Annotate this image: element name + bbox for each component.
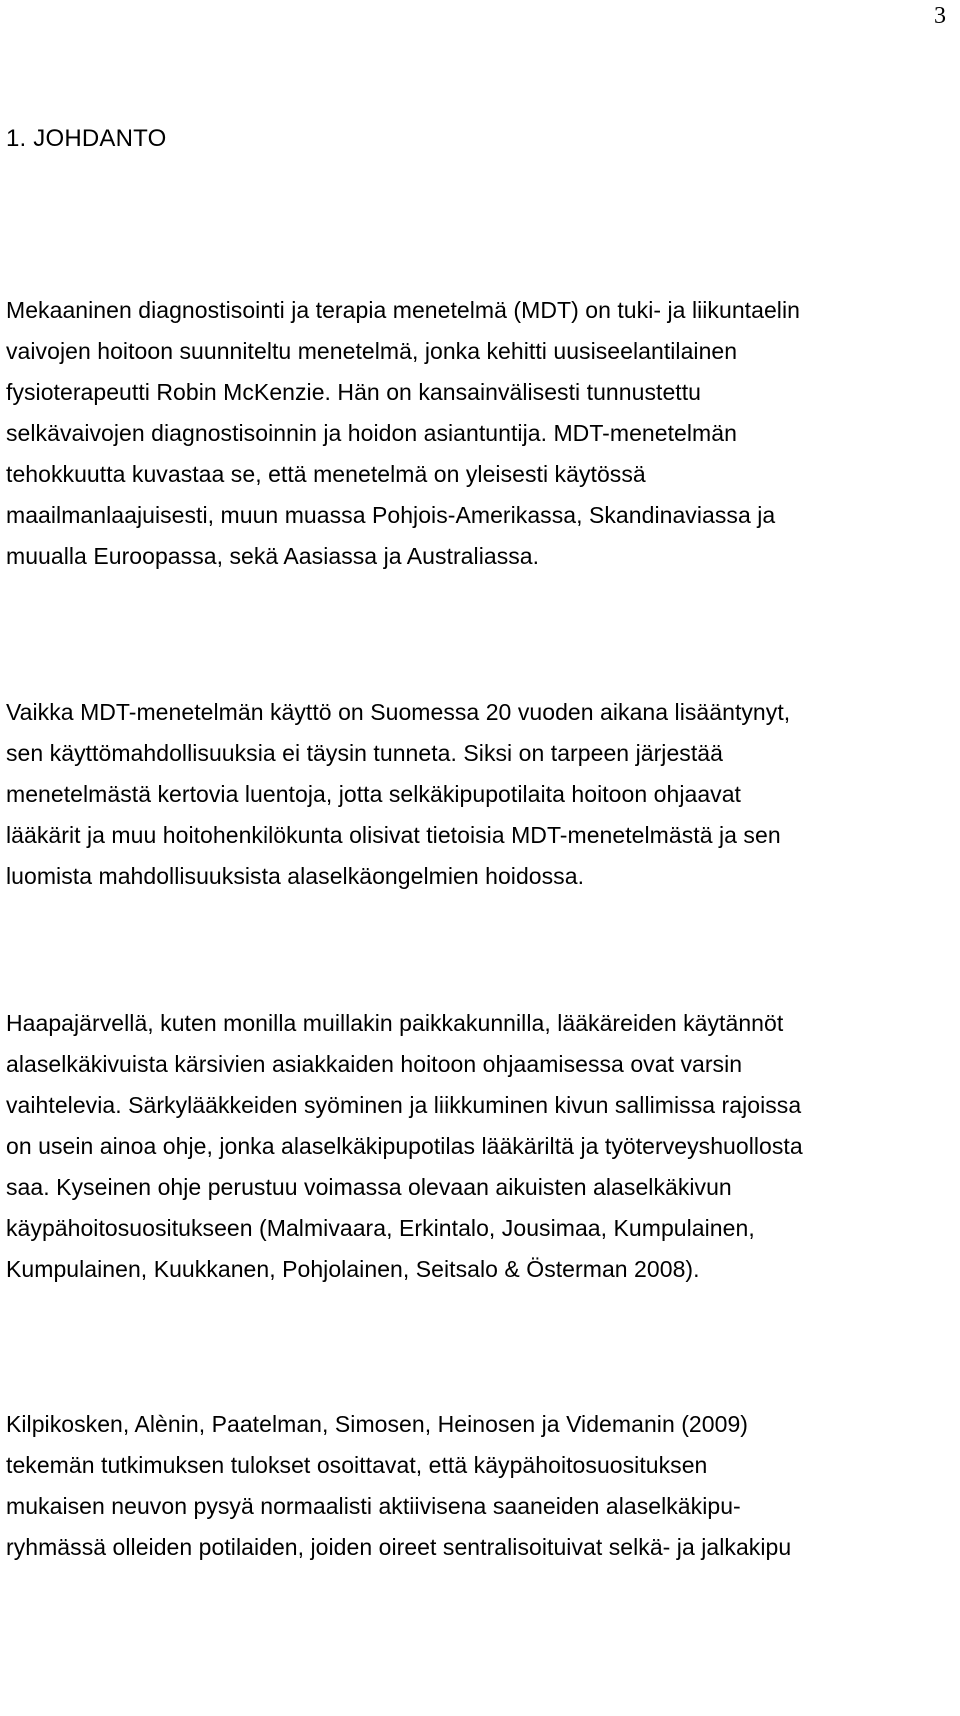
text-line: muualla Euroopassa, sekä Aasiassa ja Australiassa. [6, 543, 540, 569]
paragraph-mdt-intro [6, 290, 956, 577]
text-line: mukaisen neuvon pysyä normaalisti aktiivisena saaneiden alaselkäkipu- [6, 1493, 741, 1519]
text-line: selkävaivojen diagnostisoinnin ja hoidon asiantuntija. MDT-menetelmän [6, 420, 737, 446]
text-line: fysioterapeutti Robin McKenzie. Hän on kansainvälisesti tunnustettu [6, 379, 702, 405]
text-line: vaihtelevia. Särkylääkkeiden syöminen ja liikkuminen kivun sallimissa rajoissa [6, 1092, 802, 1118]
paragraph-research [6, 1404, 956, 1568]
text-line: sen käyttömahdollisuuksia ei täysin tunneta. Siksi on tarpeen järjestää [6, 740, 723, 766]
text-line: menetelmästä kertovia luentoja, jotta selkäkipupotilaita hoitoon ohjaavat [6, 781, 741, 807]
page-number: 3 [934, 3, 946, 29]
text-line: Kumpulainen, Kuukkanen, Pohjolainen, Seitsalo & Österman 2008). [6, 1256, 700, 1282]
section-heading: 1. JOHDANTO [6, 125, 167, 152]
text-line: lääkärit ja muu hoitohenkilökunta olisivat tietoisia MDT-menetelmästä ja sen [6, 822, 781, 848]
text-line: alaselkäkivuista kärsivien asiakkaiden hoitoon ohjaamisessa ovat varsin [6, 1051, 743, 1077]
paragraph-haapajarvi [6, 1003, 956, 1290]
text-line: luomista mahdollisuuksista alaselkäongelmien hoidossa. [6, 863, 585, 889]
text-line: vaivojen hoitoon suunniteltu menetelmä, jonka kehitti uusiseelantilainen [6, 338, 738, 364]
text-line: Kilpikosken, Alènin, Paatelman, Simosen, Heinosen ja Videmanin (2009) [6, 1411, 749, 1437]
text-line: Mekaaninen diagnostisointi ja terapia menetelmä (MDT) on tuki- ja liikuntaelin [6, 297, 800, 323]
text-line: Haapajärvellä, kuten monilla muillakin paikkakunnilla, lääkäreiden käytännöt [6, 1010, 784, 1036]
text-line: on usein ainoa ohje, jonka alaselkäkipupotilas lääkäriltä ja työterveyshuollosta [6, 1133, 803, 1159]
paragraph-mdt-finland [6, 692, 956, 897]
text-line: ryhmässä olleiden potilaiden, joiden oireet sentralisoituivat selkä- ja jalkakipu [6, 1534, 792, 1560]
text-line: käypähoitosuositukseen (Malmivaara, Erkintalo, Jousimaa, Kumpulainen, [6, 1215, 755, 1241]
text-line: saa. Kyseinen ohje perustuu voimassa olevaan aikuisten alaselkäkivun [6, 1174, 732, 1200]
text-line: tehokkuutta kuvastaa se, että menetelmä on yleisesti käytössä [6, 461, 646, 487]
text-line: maailmanlaajuisesti, muun muassa Pohjois-Amerikassa, Skandinaviassa ja [6, 502, 776, 528]
text-line: tekemän tutkimuksen tulokset osoittavat, että käypähoitosuosituksen [6, 1452, 708, 1478]
text-line: Vaikka MDT-menetelmän käyttö on Suomessa 20 vuoden aikana lisääntynyt, [6, 699, 791, 725]
